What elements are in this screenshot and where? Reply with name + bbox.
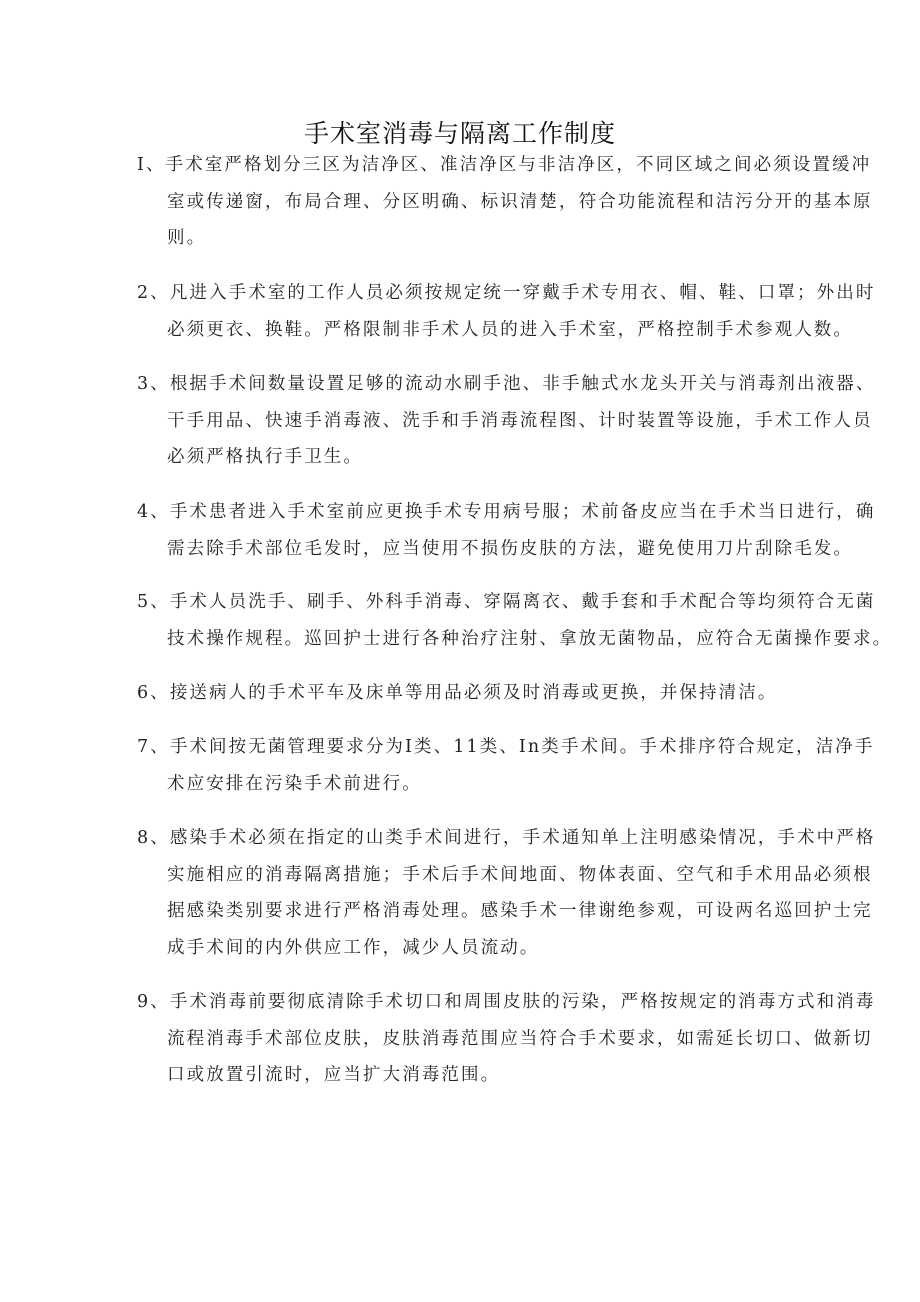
paragraph-line: 需去除手术部位毛发时，应当使用不损伤皮肤的方法，避免使用刀片刮除毛发。	[167, 538, 853, 559]
paragraph-line: 干手用品、快速手消毒液、洗手和手消毒流程图、计时装置等设施，手术工作人员	[167, 410, 873, 431]
paragraph-line: 7、手术间按无菌管理要求分为I类、11类、In类手术间。手术排序符合规定，洁净手	[137, 737, 875, 757]
document-title: 手术室消毒与隔离工作制度	[303, 119, 616, 148]
paragraph-line: 5、手术人员洗手、刷手、外科手消毒、穿隔离衣、戴手套和手术配合等均须符合无菌	[137, 592, 876, 612]
paragraph-line: 流程消毒手术部位皮肤，皮肤消毒范围应当符合手术要求，如需延长切口、做新切	[167, 1028, 873, 1049]
paragraph-line: 8、感染手术必须在指定的山类手术间进行，手术通知单上注明感染情况，手术中严格	[137, 828, 876, 848]
paragraph-line: I、手术室严格划分三区为洁净区、准洁净区与非洁净区，不同区域之间必须设置缓冲	[137, 155, 872, 175]
paragraph-8	[137, 820, 876, 967]
paragraph-line: 6、接送病人的手术平车及床单等用品必须及时消毒或更换，并保持清洁。	[137, 683, 778, 703]
paragraph-4	[137, 494, 876, 567]
paragraph-line: 3、根据手术间数量设置足够的流动水刷手池、非手触式水龙头开关与消毒剂出液器、	[137, 374, 876, 394]
paragraph-line: 9、手术消毒前要彻底清除手术切口和周围皮肤的污染，严格按规定的消毒方式和消毒	[137, 992, 876, 1012]
paragraph-7	[137, 729, 875, 802]
paragraph-line: 必须严格执行手卫生。	[167, 447, 363, 468]
paragraph-line: 实施相应的消毒隔离措施；手术后手术间地面、物体表面、空气和手术用品必须根	[167, 864, 873, 885]
paragraph-1	[137, 147, 873, 257]
paragraph-line: 据感染类别要求进行严格消毒处理。感染手术一律谢绝参观，可设两名巡回护士完	[167, 901, 873, 922]
paragraph-6	[137, 675, 817, 712]
paragraph-line: 技术操作规程。巡回护士进行各种治疗注射、拿放无菌物品，应符合无菌操作要求。	[167, 628, 893, 649]
paragraph-9	[137, 984, 876, 1094]
paragraph-line: 必须更衣、换鞋。严格限制非手术人员的进入手术室，严格控制手术参观人数。	[167, 319, 853, 340]
paragraph-line: 2、凡进入手术室的工作人员必须按规定统一穿戴手术专用衣、帽、鞋、口罩；外出时	[137, 283, 876, 303]
paragraph-2	[137, 275, 876, 348]
paragraph-5	[137, 584, 893, 657]
paragraph-line: 4、手术患者进入手术室前应更换手术专用病号服；术前备皮应当在手术当日进行，确	[137, 502, 876, 522]
paragraph-line: 成手术间的内外供应工作，减少人员流动。	[167, 938, 540, 959]
paragraph-line: 术应安排在污染手术前进行。	[167, 773, 422, 794]
paragraph-line: 室或传递窗，布局合理、分区明确、标识清楚，符合功能流程和洁污分开的基本原	[167, 191, 873, 212]
paragraph-line: 口或放置引流时，应当扩大消毒范围。	[167, 1065, 501, 1086]
paragraph-3	[137, 366, 876, 476]
paragraph-line: 则。	[167, 228, 207, 249]
